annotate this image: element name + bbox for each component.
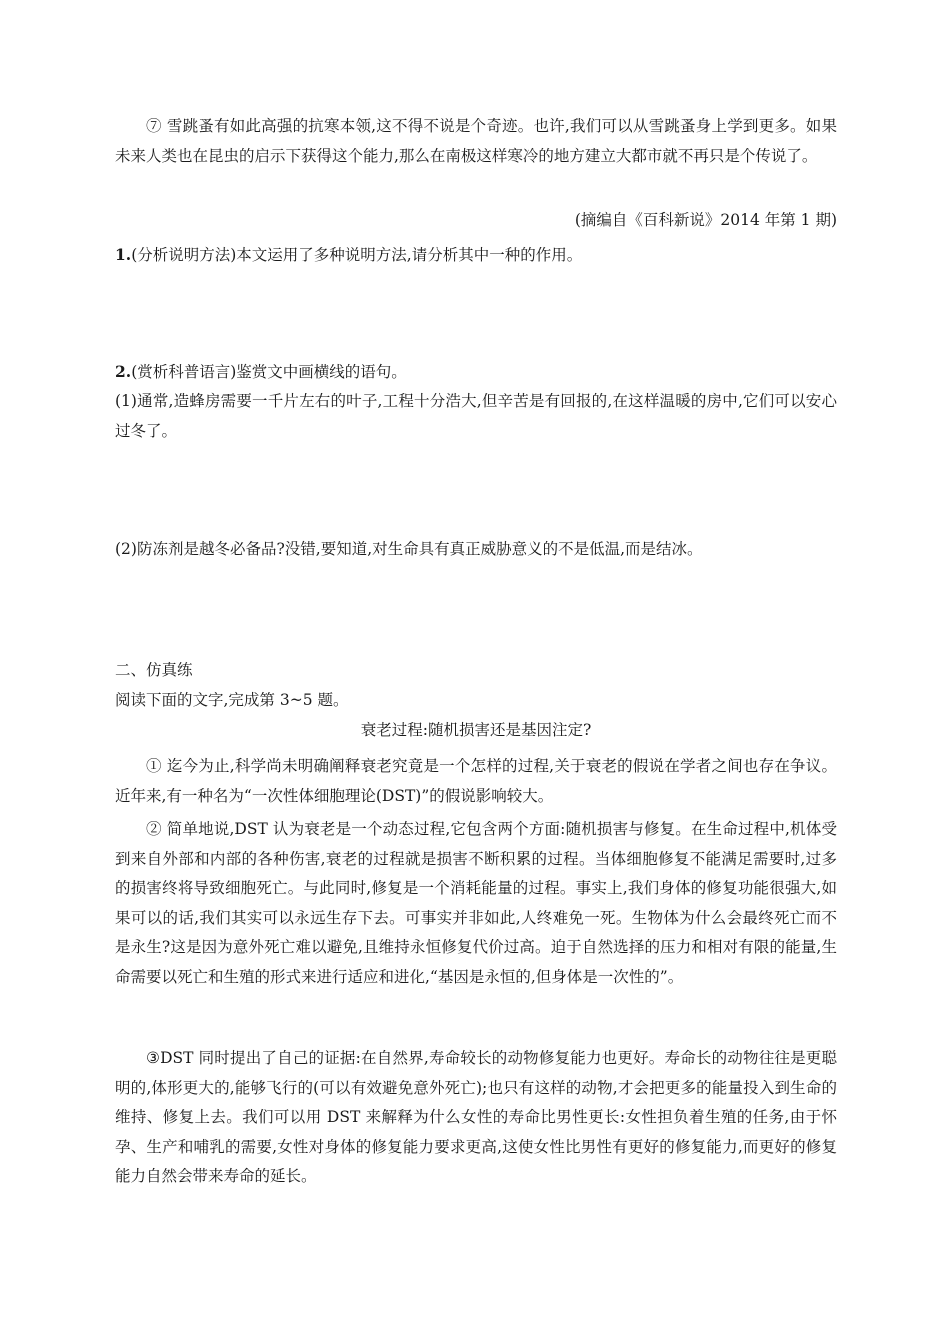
article-title: 衰老过程:随机损害还是基因注定? [360,721,592,739]
source-citation: (摘编自《百科新说》2014 年第 1 期) [574,211,837,229]
article-paragraph-3: ③DST 同时提出了自己的证据:在自然界,寿命较长的动物修复能力也更好。寿命长的动物往往是更聪明的,体形更大的,能够飞行的(可以有效避免意外死亡);也只有这样的动物,才会把更多的能量投入到生命的维持、修复上去。我们可以用 DST 来解释为什么女性的寿命比男性更长:女性担负着生殖的任务,由于怀孕、生产和哺乳的需要,女性对身体的修复能力要求更高,这使女性比男性有更好的修复能力,而更好的修复能力自然会带来寿命的延长。 [115,1049,837,1185]
question-2-text: (赏析科普语言)鉴赏文中画横线的语句。 [131,363,407,381]
question-1-number: 1. [115,245,132,264]
section-heading: 二、仿真练 [115,661,193,679]
question-2-sub-1: (1)通常,造蜂房需要一千片左右的叶子,工程十分浩大,但辛苦是有回报的,在这样温暖的房中,它们可以安心过冬了。 [115,392,837,440]
question-2 [115,357,837,388]
paragraph-7: ⑦ 雪跳蚤有如此高强的抗寒本领,这不得不说是个奇迹。也许,我们可以从雪跳蚤身上学到更多。如果未来人类也在昆虫的启示下获得这个能力,那么在南极这样寒冷的地方建立大都市就不再只是个传说了。 [115,117,837,165]
question-2-sub-2: (2)防冻剂是越冬必备品?没错,要知道,对生命具有真正威胁意义的不是低温,而是结冰。 [115,540,703,558]
article-paragraph-1: ① 迄今为止,科学尚未明确阐释衰老究竟是一个怎样的过程,关于衰老的假说在学者之间也存在争议。近年来,有一种名为“一次性体细胞理论(DST)”的假说影响较大。 [115,757,837,805]
article-paragraph-2: ② 简单地说,DST 认为衰老是一个动态过程,它包含两个方面:随机损害与修复。在生命过程中,机体受到来自外部和内部的各种伤害,衰老的过程就是损害不断积累的过程。当体细胞修复不能满足需要时,过多的损害终将导致细胞死亡。与此同时,修复是一个消耗能量的过程。事实上,我们身体的修复功能很强大,如果可以的话,我们其实可以永远生存下去。可事实并非如此,人终难免一死。生物体为什么会最终死亡而不是永生?这是因为意外死亡难以避免,且维持永恒修复代价过高。迫于自然选择的压力和相对有限的能量,生命需要以死亡和生殖的形式来进行适应和进化,“基因是永恒的,但身体是一次性的”。 [115,820,837,986]
question-1 [115,240,837,271]
question-1-text: (分析说明方法)本文运用了多种说明方法,请分析其中一种的作用。 [131,246,583,264]
question-2-number: 2. [115,362,132,381]
section-instruction: 阅读下面的文字,完成第 3~5 题。 [115,691,349,709]
